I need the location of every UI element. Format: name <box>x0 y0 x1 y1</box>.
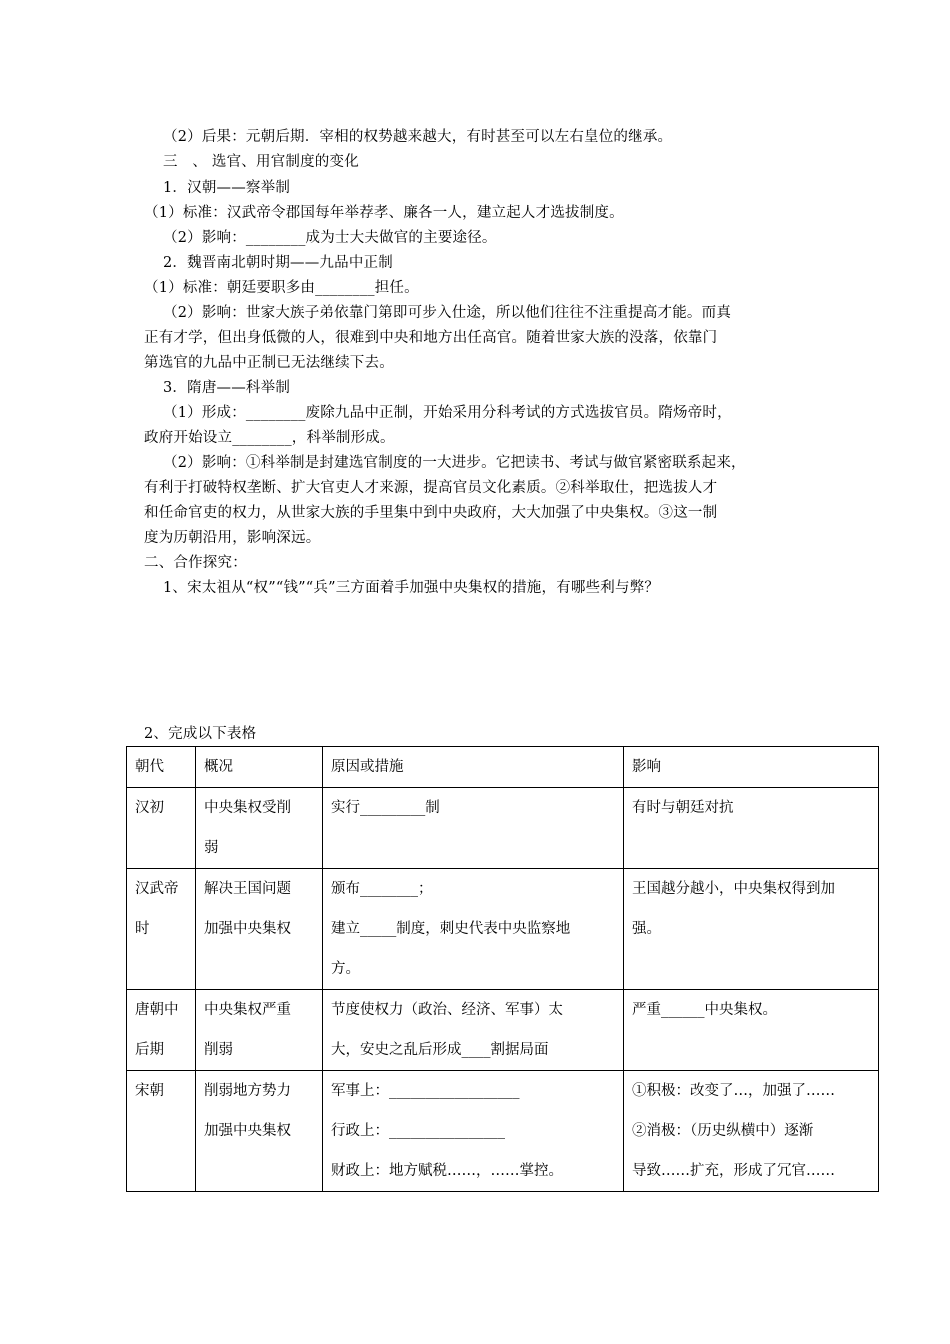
cell-measures <box>323 869 624 990</box>
header-impact: 影响 <box>624 747 879 788</box>
cell-dynasty <box>127 1071 196 1192</box>
table-header-row <box>127 747 879 788</box>
cell-dynasty <box>127 788 196 869</box>
section-heading-cooperation: 二、合作探究： <box>144 555 247 571</box>
paragraph-exam-formation-1: （1）形成：________废除九品中正制，开始采用分科考试的方式选拔官员。隋炀帝时， <box>163 405 732 421</box>
cell-text: 后期 <box>135 1042 164 1058</box>
cell-overview <box>196 869 323 990</box>
subheading-imperial-exam: 3．隋唐——科举制 <box>163 380 291 396</box>
cell-measures <box>323 990 624 1071</box>
cell-text: 削弱 <box>204 1042 233 1058</box>
cell-text: 解决王国问题 <box>204 881 291 897</box>
header-overview: 概况 <box>196 747 323 788</box>
cell-text: 宋朝 <box>135 1083 164 1099</box>
table-row <box>127 1071 879 1192</box>
cell-text: 弱 <box>204 840 219 856</box>
paragraph-nine-rank-impact-3: 第选官的九品中正制已无法继续下去。 <box>144 355 394 371</box>
cell-text: ①积极：改变了…，加强了…… <box>632 1083 835 1099</box>
paragraph-nine-rank-impact-1: （2）影响：世家大族子弟依靠门第即可步入仕途，所以他们往往不注重提高才能。而真 <box>163 305 732 321</box>
cell-text: 颁布________； <box>331 881 433 897</box>
cell-text: 导致……扩充，形成了冗官…… <box>632 1163 835 1179</box>
subheading-nine-rank-system: 2．魏晋南北朝时期——九品中正制 <box>163 255 393 271</box>
question-song-centralization: 1、宋太祖从“权”“钱”“兵”三方面着手加强中央集权的措施，有哪些利与弊？ <box>163 580 660 596</box>
cell-impact <box>624 990 879 1071</box>
cell-dynasty <box>127 990 196 1071</box>
cell-text: 唐朝中 <box>135 1002 179 1018</box>
subheading-han-recommendation: 1．汉朝——察举制 <box>163 180 291 196</box>
paragraph-exam-impact-1: （2）影响：①科举制是封建选官制度的一大进步。它把读书、考试与做官紧密联系起来， <box>163 455 746 471</box>
cell-text: 削弱地方势力 <box>204 1083 291 1099</box>
paragraph-exam-formation-2: 政府开始设立________，科举制形成。 <box>144 430 395 446</box>
paragraph-nine-rank-standard: （1）标准：朝廷要职多由________担任。 <box>144 280 419 296</box>
cell-text: 汉初 <box>135 800 164 816</box>
paragraph-exam-impact-4: 度为历朝沿用，影响深远。 <box>144 530 321 546</box>
header-measures: 原因或措施 <box>323 747 624 788</box>
cell-overview <box>196 990 323 1071</box>
cell-impact <box>624 1071 879 1192</box>
cell-text: 方。 <box>331 961 360 977</box>
cell-text: 节度使权力（政治、经济、军事）太 <box>331 1002 563 1018</box>
cell-text: 财政上：地方赋税……，……掌控。 <box>331 1163 563 1179</box>
cell-text: 行政上：________________ <box>331 1123 505 1139</box>
cell-text: 王国越分越小，中央集权得到加 <box>632 881 835 897</box>
cell-text: 军事上：__________________ <box>331 1083 520 1099</box>
table-row <box>127 869 879 990</box>
paragraph-exam-impact-2: 有利于打破特权垄断、扩大官吏人才来源，提高官员文化素质。②科举取仕，把选拔人才 <box>144 480 718 496</box>
cell-overview <box>196 788 323 869</box>
cell-text: 加强中央集权 <box>204 1123 291 1139</box>
cell-measures <box>323 1071 624 1192</box>
cell-text: 强。 <box>632 921 661 937</box>
question-complete-table: 2、完成以下表格 <box>144 726 257 742</box>
centralization-table <box>126 746 879 1192</box>
paragraph-exam-impact-3: 和任命官吏的权力，从世家大族的手里集中到中央政府，大大加强了中央集权。③这一制 <box>144 505 718 521</box>
cell-impact <box>624 869 879 990</box>
table-row <box>127 990 879 1071</box>
cell-impact <box>624 788 879 869</box>
cell-text: 建立_____制度，刺史代表中央监察地 <box>331 921 571 937</box>
paragraph-nine-rank-impact-2: 正有才学，但出身低微的人，很难到中央和地方出任高官。随着世家大族的没落，依靠门 <box>144 330 718 346</box>
cell-text: 有时与朝廷对抗 <box>632 800 734 816</box>
cell-text: 严重______中央集权。 <box>632 1002 777 1018</box>
cell-text: 加强中央集权 <box>204 921 291 937</box>
cell-text: 时 <box>135 921 150 937</box>
cell-overview <box>196 1071 323 1192</box>
cell-text: 大，安史之乱后形成____割据局面 <box>331 1042 549 1058</box>
cell-text: 汉武帝 <box>135 881 179 897</box>
paragraph-consequence: （2）后果：元朝后期．宰相的权势越来越大，有时甚至可以左右皇位的继承。 <box>163 129 673 145</box>
cell-dynasty <box>127 869 196 990</box>
cell-text: ②消极：（历史纵横中）逐渐 <box>632 1123 814 1139</box>
table-row <box>127 788 879 869</box>
cell-text: 中央集权受削 <box>204 800 291 816</box>
cell-measures <box>323 788 624 869</box>
section-heading-official-selection: 三 、 选官、用官制度的变化 <box>163 154 359 170</box>
paragraph-han-impact: （2）影响：________成为士大夫做官的主要途径。 <box>163 230 497 246</box>
paragraph-han-standard: （1）标准：汉武帝令郡国每年举荐孝、廉各一人，建立起人才选拔制度。 <box>144 205 624 221</box>
cell-text: 中央集权严重 <box>204 1002 291 1018</box>
cell-text: 实行_________制 <box>331 800 440 816</box>
header-dynasty: 朝代 <box>127 747 196 788</box>
